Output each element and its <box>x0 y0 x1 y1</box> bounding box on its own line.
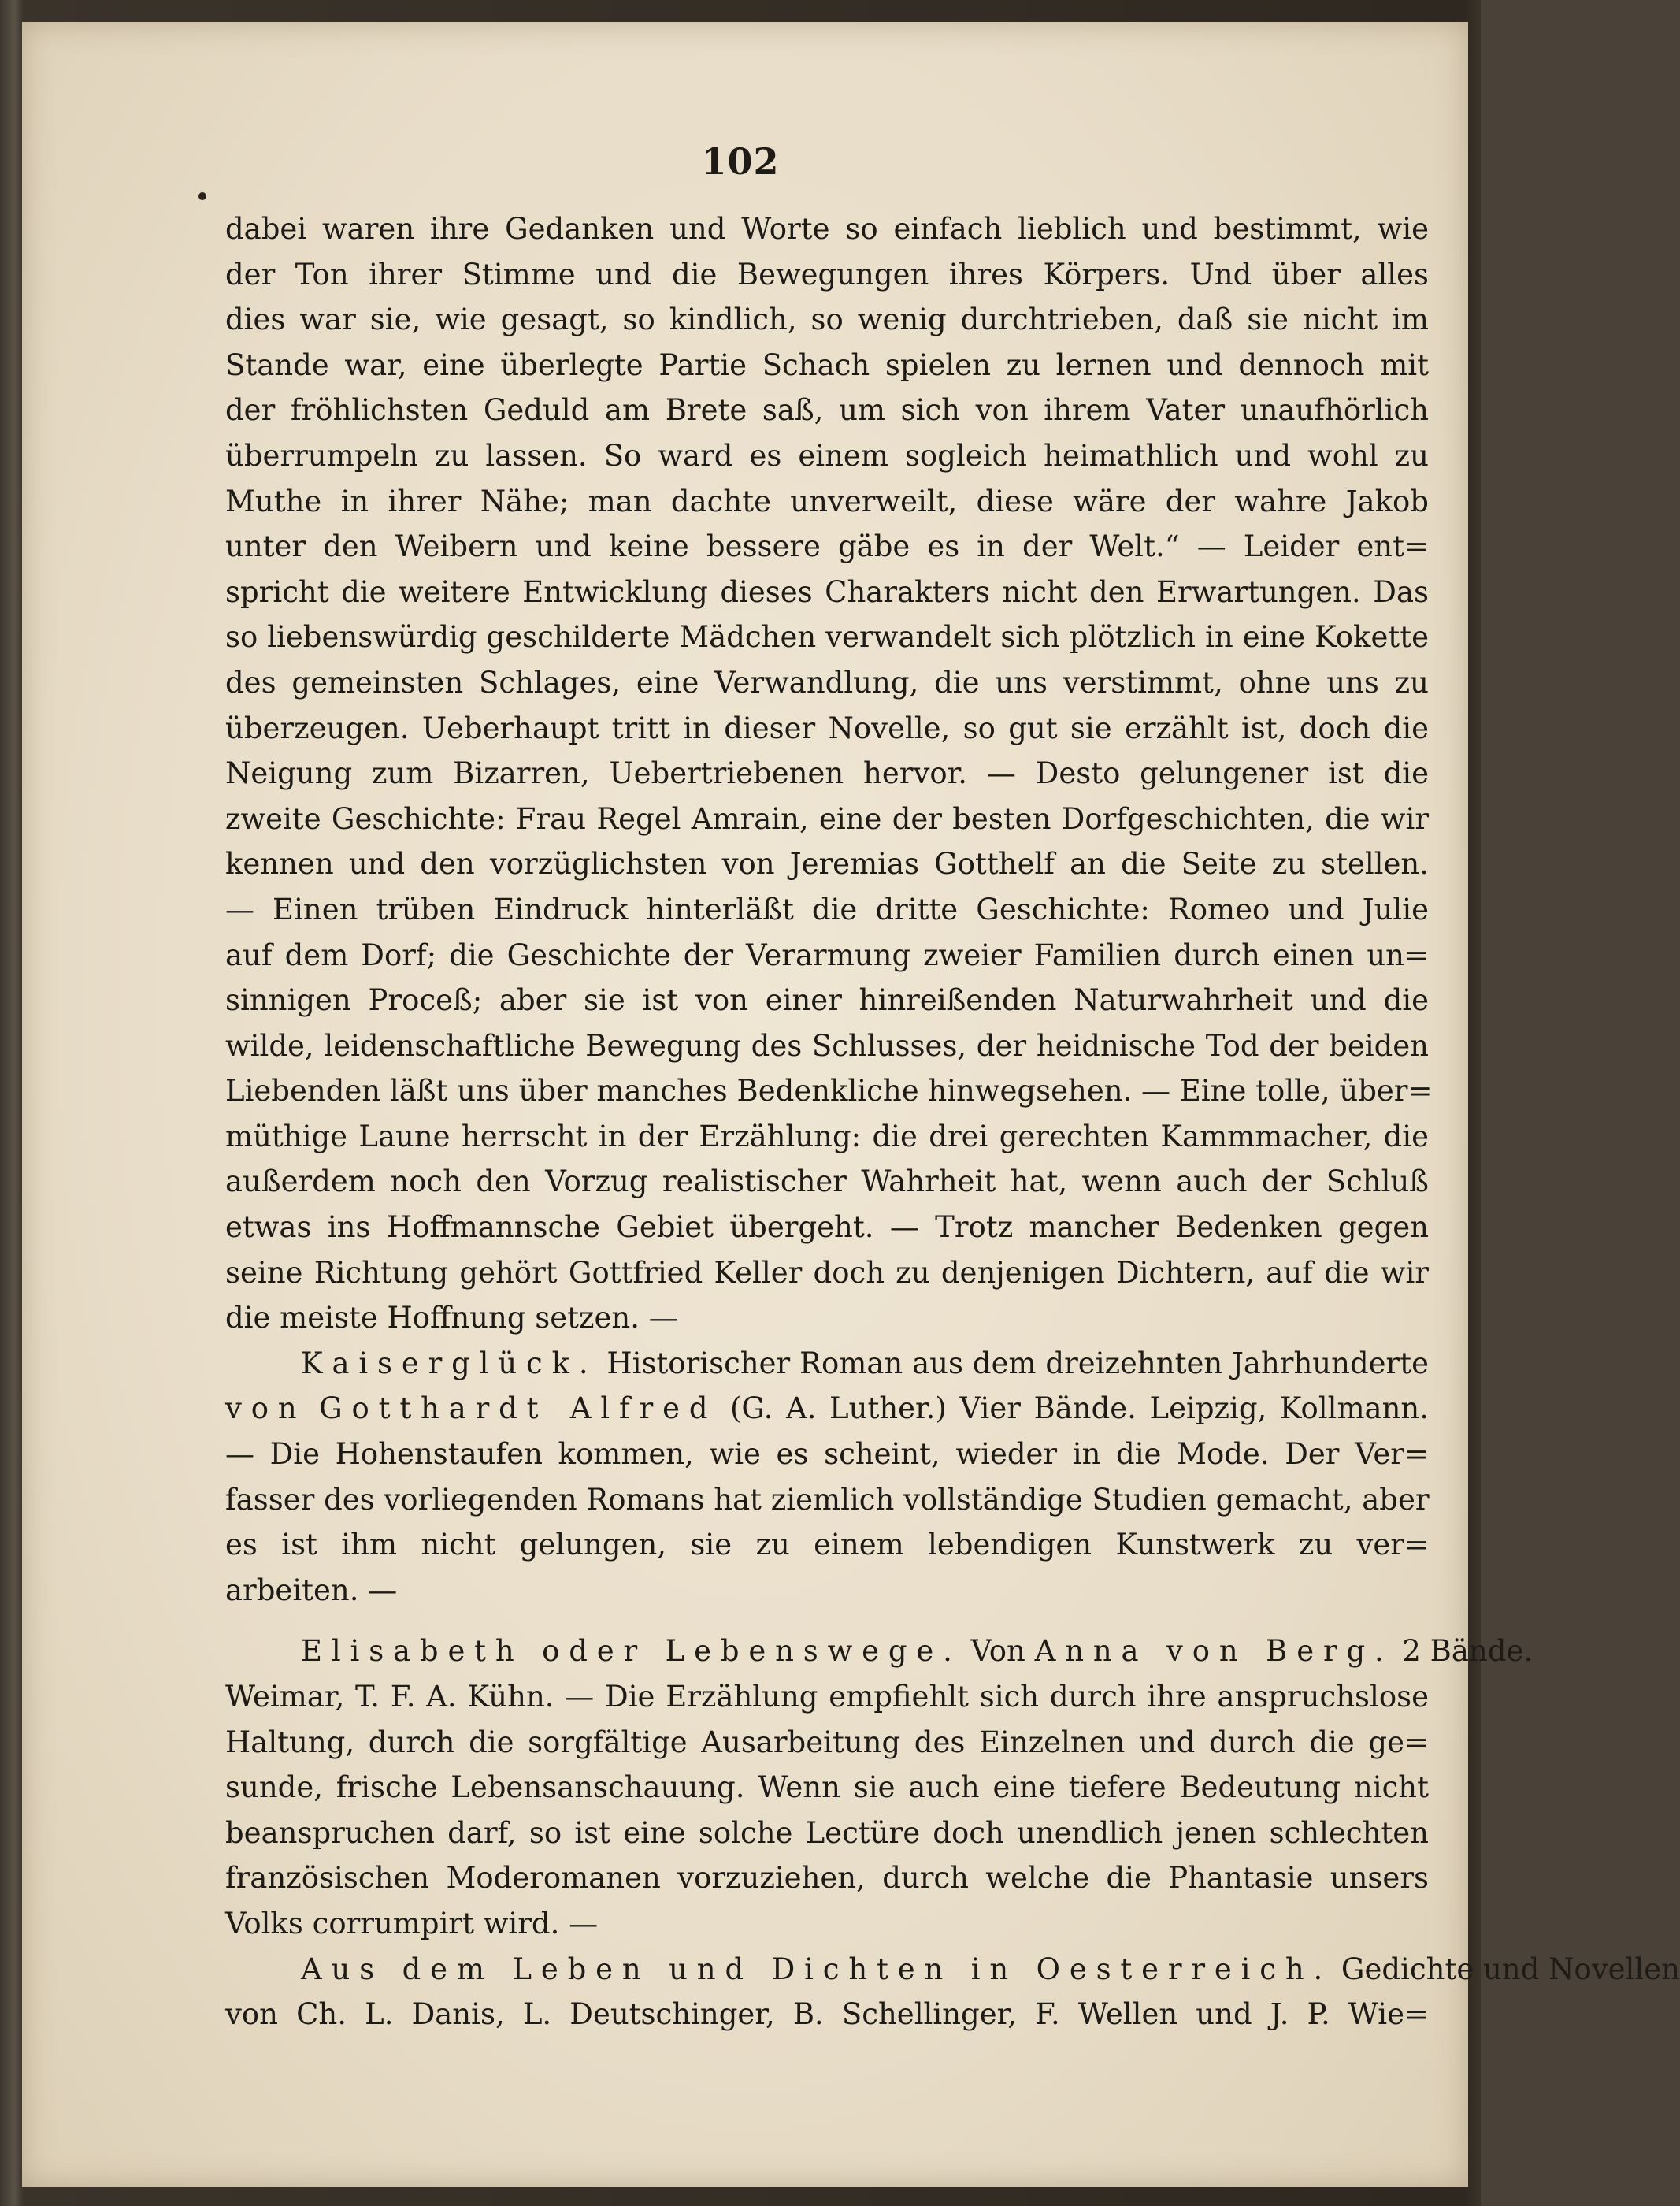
text-line: außerdem noch den Vorzug realistischer Wahrheit hat, wenn auch der Schluß <box>225 1164 1429 1199</box>
text-line: dabei waren ihre Gedanken und Worte so einfach lieblich und bestimmt, wie <box>225 212 1429 246</box>
text-line: überrumpeln zu lassen. So ward es einem sogleich heimathlich und wohl zu <box>225 438 1429 473</box>
text-line: Haltung, durch die sorgfältige Ausarbeitung des Einzelnen und durch die ge= <box>225 1725 1429 1759</box>
text-line: überzeugen. Ueberhaupt tritt in dieser Novelle, so gut sie erzählt ist, doch die <box>225 711 1429 745</box>
text-line: Liebenden läßt uns über manches Bedenkliche hinwegsehen. — Eine tolle, über= <box>225 1074 1433 1109</box>
text-line: so liebenswürdig geschilderte Mädchen verwandelt sich plötzlich in eine Kokette <box>225 620 1429 655</box>
text-line: Muthe in ihrer Nähe; man dachte unverweilt, diese wäre der wahre Jakob <box>225 484 1429 518</box>
text-line: müthige Laune herrscht in der Erzählung: die drei gerechten Kammmacher, die <box>225 1119 1429 1153</box>
text-line: des gemeinsten Schlages, eine Verwandlung, die uns verstimmt, ohne uns zu <box>225 665 1429 700</box>
entry-heading-line <box>225 1629 1534 1674</box>
entry-kaiserglueck <box>225 1341 1429 1614</box>
text-line: spricht die weitere Entwicklung dieses Charakters nicht den Erwartungen. Das <box>225 574 1429 609</box>
text-line: seine Richtung gehört Gottfried Keller doch zu denjenigen Dichtern, auf die wir <box>225 1255 1429 1290</box>
text-line: unter den Weibern und keine bessere gäbe es in der Welt.“ — Leider ent= <box>225 529 1429 564</box>
ink-speck <box>198 192 206 200</box>
text-line: es ist ihm nicht gelungen, sie zu einem lebendigen Kunstwerk zu ver= <box>225 1528 1429 1562</box>
text-line: dies war sie, wie gesagt, so kindlich, so wenig durchtrieben, daß sie nicht im <box>225 303 1429 337</box>
text-line: Stande war, eine überlegte Partie Schach spielen zu lernen und dennoch mit <box>225 347 1429 382</box>
text-line: französischen Moderomanen vorzuziehen, durch welche die Phantasie unsers <box>225 1861 1429 1896</box>
book-subtitle: Gedichte und Novellen <box>1341 1952 1680 1986</box>
entry-author-line <box>225 1386 1429 1432</box>
entry-oesterreich <box>225 1947 1680 2037</box>
author-prefix: von <box>225 1391 306 1426</box>
entry-heading-line <box>225 1947 1680 1992</box>
page-number: 102 <box>701 140 780 183</box>
text-line: Neigung zum Bizarren, Uebertriebenen hervor. — Desto gelungener ist die <box>225 756 1429 791</box>
text-line: der fröhlichsten Geduld am Brete saß, um sich von ihrem Vater unaufhörlich <box>225 393 1429 428</box>
entry-heading-line <box>225 1341 1429 1387</box>
volume-count: 2 Bände. <box>1402 1634 1534 1669</box>
book-title: Kaiserglück. <box>301 1346 598 1380</box>
text-line: arbeiten. — <box>225 1573 398 1607</box>
author-prefix: Von <box>970 1634 1025 1669</box>
text-line: der Ton ihrer Stimme und die Bewegungen ihres Körpers. Und über alles <box>225 257 1429 292</box>
text-line: zweite Geschichte: Frau Regel Amrain, eine der besten Dorfgeschichten, die wir <box>225 801 1429 836</box>
publication-info: (G. A. Luther.) Vier Bände. Leipzig, Kollmann. <box>729 1391 1430 1426</box>
review-paragraph <box>225 206 1433 1341</box>
page-body <box>225 206 1680 2037</box>
text-line: auf dem Dorf; die Geschichte der Verarmung zweier Familien durch einen un= <box>225 938 1429 972</box>
paragraph-gap <box>225 1613 1429 1629</box>
text-line: — Die Hohenstaufen kommen, wie es scheint, wieder in die Mode. Der Ver= <box>225 1437 1429 1472</box>
text-line: etwas ins Hoffmannsche Gebiet übergeht. — Trotz mancher Bedenken gegen <box>225 1210 1429 1245</box>
book-author: Gotthardt Alfred <box>319 1391 718 1426</box>
book-subtitle: Historischer Roman aus dem dreizehnten Jahrhunderte <box>606 1346 1430 1380</box>
text-line: beanspruchen darf, so ist eine solche Lectüre doch unendlich jenen schlechten <box>225 1815 1429 1850</box>
text-line: kennen und den vorzüglichsten von Jeremias Gotthelf an die Seite zu stellen. <box>225 847 1429 882</box>
text-line: — Einen trüben Eindruck hinterläßt die dritte Geschichte: Romeo und Julie <box>225 892 1429 927</box>
text-line: die meiste Hoffnung setzen. — <box>225 1301 678 1335</box>
text-line: Volks corrumpirt wird. — <box>225 1906 599 1940</box>
text-line: sinnigen Proceß; aber sie ist von einer hinreißenden Naturwahrheit und die <box>225 983 1429 1018</box>
book-author: Anna von Berg. <box>1034 1634 1393 1669</box>
text-line: sunde, frische Lebensanschauung. Wenn sie auch eine tiefere Bedeutung nicht <box>225 1770 1429 1805</box>
book-title: Aus dem Leben und Dichten in Oesterreich. <box>301 1952 1333 1986</box>
text-line: von Ch. L. Danis, L. Deutschinger, B. Schellinger, F. Wellen und J. P. Wie= <box>225 1997 1429 2032</box>
entry-elisabeth <box>225 1629 1534 1946</box>
text-line: Weimar, T. F. A. Kühn. — Die Erzählung empfiehlt sich durch ihre anspruchslose <box>225 1680 1429 1714</box>
text-line: fasser des vorliegenden Romans hat ziemlich vollständige Studien gemacht, aber <box>225 1482 1430 1517</box>
book-title: Elisabeth oder Lebenswege. <box>301 1634 962 1669</box>
text-line: wilde, leidenschaftliche Bewegung des Schlusses, der heidnische Tod der beiden <box>225 1028 1429 1063</box>
